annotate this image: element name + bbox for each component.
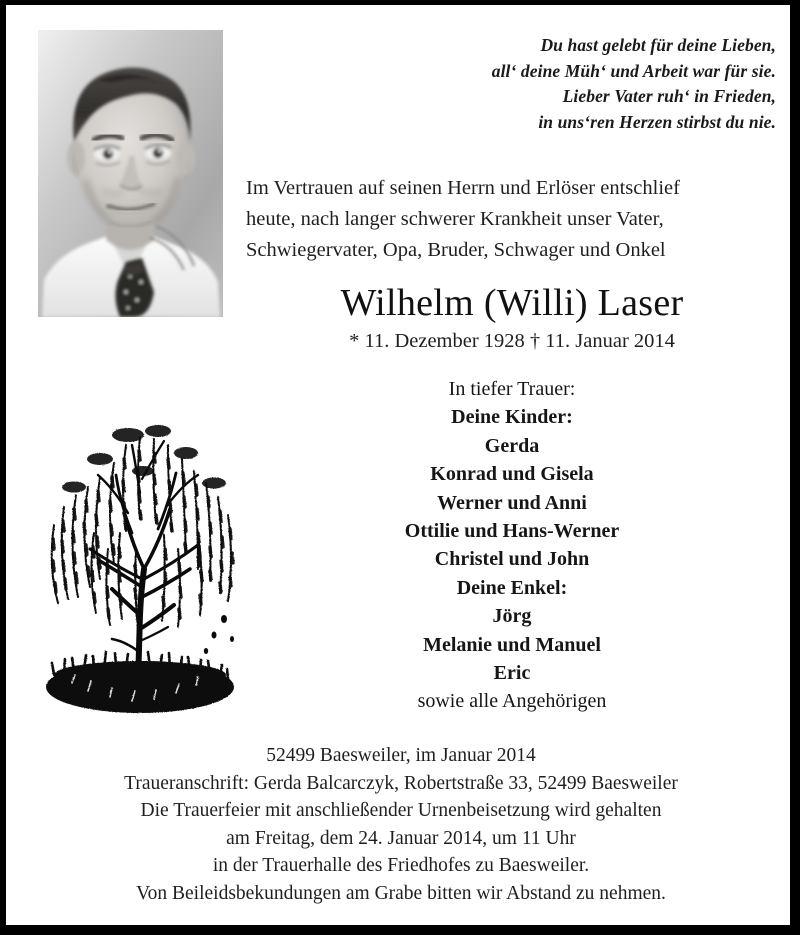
grandchildren-heading: Deine Enkel: <box>456 576 568 599</box>
mourner-name: Ottilie und Hans-Werner <box>404 520 620 543</box>
portrait-photo <box>38 30 223 317</box>
condolence-address: Traueranschrift: Gerda Balcarczyk, Robertstraße 33, 52499 Baesweiler <box>124 772 678 794</box>
poem-line-3: Lieber Vater ruh‘ in Frieden, <box>562 86 776 106</box>
notice-canvas <box>6 5 790 925</box>
mourner-name: Eric <box>493 662 531 685</box>
mourner-name: Jörg <box>492 605 532 628</box>
announcement-text <box>246 173 786 266</box>
mourners-heading: In tiefer Trauer: <box>448 378 576 400</box>
deceased-name: Wilhelm (Willi) Laser <box>340 282 684 324</box>
memorial-poem <box>386 33 776 135</box>
condolence-request: Von Beileidsbekundungen am Grabe bitten wir Abstand zu nehmen. <box>136 882 666 904</box>
poem-line-4: in uns‘ren Herzen stirbst du nie. <box>538 111 776 132</box>
announcement-line-3: Schwiegervater, Opa, Bruder, Schwager und Onkel <box>246 239 666 261</box>
service-line-3: in der Trauerhalle des Friedhofes zu Baesweiler. <box>212 855 590 876</box>
service-line-2: am Freitag, dem 24. Januar 2014, um 11 Uhr <box>226 827 576 849</box>
deceased-dates: * 11. Dezember 1928 † 11. Januar 2014 <box>349 330 675 352</box>
mourners-closing: sowie alle Angehörigen <box>417 690 607 713</box>
mourner-name: Werner und Anni <box>437 491 587 514</box>
service-line-1: Die Trauerfeier mit anschließender Urnenbeisetzung wird gehalten <box>140 800 662 821</box>
announcement-line-2: heute, nach langer schwerer Krankheit unser Vater, <box>246 208 664 230</box>
mourner-name: Gerda <box>484 434 540 457</box>
poem-line-2: all‘ deine Müh‘ und Arbeit war für sie. <box>491 60 776 81</box>
place-and-date: 52499 Baesweiler, im Januar 2014 <box>266 745 536 766</box>
weeping-birch-tree-illustration <box>28 383 260 723</box>
service-details <box>56 742 746 907</box>
announcement-line-1: Im Vertrauen auf seinen Herrn und Erlöser entschlief <box>246 177 680 199</box>
children-heading: Deine Kinder: <box>451 406 573 429</box>
poem-line-1: Du hast gelebt für deine Lieben, <box>540 35 776 55</box>
mourner-name: Melanie und Manuel <box>423 633 601 656</box>
mourner-name: Christel und John <box>434 548 590 571</box>
mourner-name: Konrad und Gisela <box>430 463 594 486</box>
mourners-block <box>242 375 782 716</box>
deceased-block <box>242 281 782 355</box>
